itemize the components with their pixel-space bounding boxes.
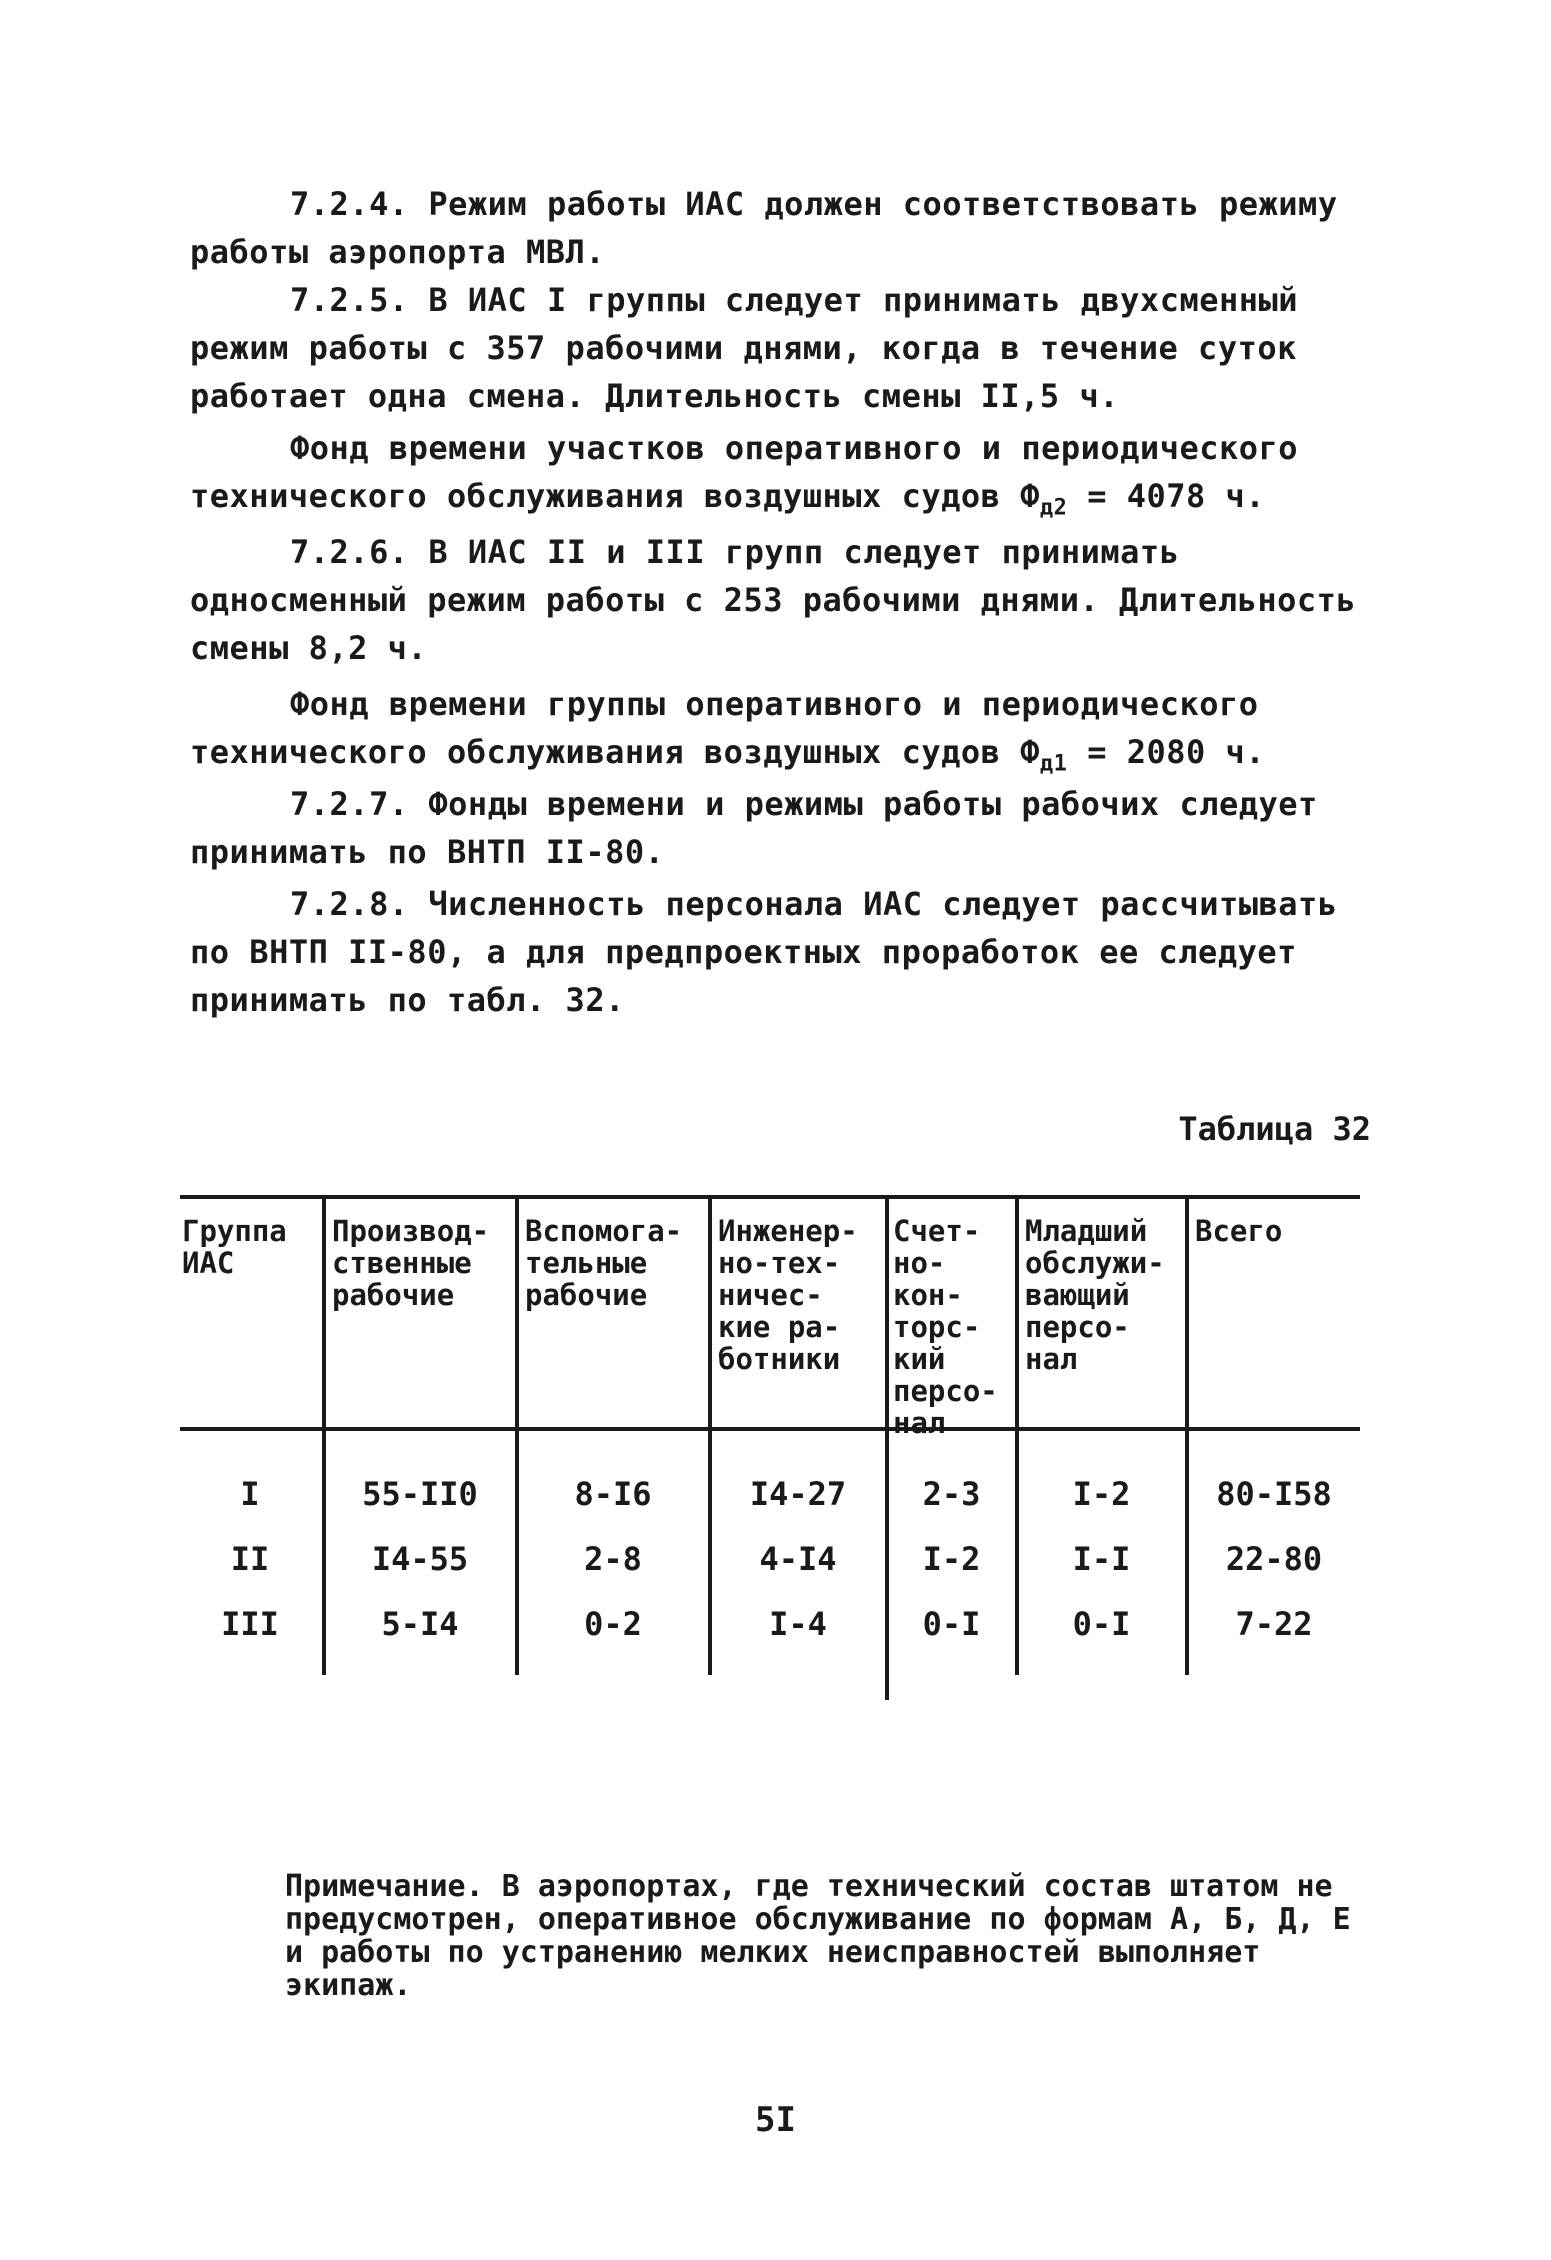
cell-production: 55-II0 (362, 1475, 478, 1513)
cell-auxiliary: 8-I6 (574, 1475, 652, 1513)
table-note: Примечание. В аэропортах, где технический состав штатом не предусмотрен, оперативное обслуживание по формам А, Б, Д, Е и работы по устранению мелких неисправностей выполняет экипаж. (285, 1869, 1351, 2003)
header-production-workers: Производ- ственные рабочие (332, 1214, 490, 1312)
column-divider (322, 1195, 326, 1675)
cell-total: 22-80 (1225, 1540, 1323, 1578)
table-header-rule (180, 1427, 1360, 1431)
header-engineering-staff: Инженер- но-тех- ничес- кие ра- ботники (718, 1214, 858, 1376)
cell-group: III (221, 1605, 279, 1643)
cell-group: II (230, 1540, 270, 1578)
paragraph-fund-time-group (190, 680, 1370, 788)
header-group: Группа ИАС (182, 1214, 287, 1280)
fund-value: = 2080 ч. (1087, 733, 1266, 771)
cell-junior: 0-I (1072, 1605, 1131, 1643)
cell-engineering: I4-27 (749, 1475, 847, 1513)
fund-subscript: д2 (1039, 495, 1068, 521)
cell-production: 5-I4 (381, 1605, 459, 1643)
cell-total: 80-I58 (1216, 1475, 1332, 1513)
cell-engineering: I-4 (769, 1605, 827, 1643)
header-accounting-staff: Счет- но-кон- торс- кий персо- нал (893, 1214, 998, 1440)
header-auxiliary-workers: Вспомога- тельные рабочие (525, 1214, 683, 1312)
fund-value: = 4078 ч. (1087, 477, 1266, 515)
column-divider (1185, 1195, 1189, 1675)
paragraph-7-2-5: 7.2.5. В ИАС I группы следует принимать двухсменный режим работы с 357 рабочими днями, когда в течение суток работает одна смена. Длительность смены II,5 ч. (190, 281, 1299, 415)
column-divider (1015, 1195, 1019, 1675)
cell-junior: I-I (1072, 1540, 1131, 1578)
header-junior-staff: Младший обслужи- вающий персо- нал (1025, 1214, 1165, 1376)
cell-accounting: 0-I (922, 1605, 981, 1643)
cell-accounting: 2-3 (922, 1475, 981, 1513)
table-caption: Таблица 32 (1178, 1110, 1371, 1148)
page-number: 5I (755, 2100, 796, 2140)
paragraph-7-2-7: 7.2.7. Фонды времени и режимы работы рабочих следует принимать по ВНТП II-80. (190, 785, 1318, 871)
fund-text: Фонд времени участков оперативного и периодического технического обслуживания воздушных судов Ф (190, 429, 1299, 515)
table-top-rule (180, 1195, 1360, 1199)
cell-auxiliary: 0-2 (584, 1605, 642, 1643)
cell-group: I (240, 1475, 260, 1513)
cell-accounting: I-2 (922, 1540, 981, 1578)
column-divider (515, 1195, 519, 1675)
paragraph-7-2-8: 7.2.8. Численность персонала ИАС следует рассчитывать по ВНТП II-80, а для предпроектных проработок ее следует принимать по табл. 32. (190, 885, 1338, 1019)
cell-junior: I-2 (1072, 1475, 1131, 1513)
fund-text: Фонд времени группы оперативного и периодического технического обслуживания воздушных судов Ф (190, 685, 1259, 771)
cell-total: 7-22 (1235, 1605, 1313, 1643)
cell-engineering: 4-I4 (759, 1540, 837, 1578)
paragraph-7-2-6: 7.2.6. В ИАС II и III групп следует принимать односменный режим работы с 253 рабочими днями. Длительность смены 8,2 ч. (190, 533, 1357, 667)
paragraph-fund-time-periodic (190, 424, 1370, 532)
staff-table (180, 1195, 1360, 1700)
cell-auxiliary: 2-8 (584, 1540, 642, 1578)
cell-production: I4-55 (371, 1540, 469, 1578)
fund-subscript: д1 (1039, 751, 1068, 777)
column-divider (708, 1195, 712, 1675)
header-total: Всего (1195, 1214, 1283, 1248)
paragraph-7-2-4: 7.2.4. Режим работы ИАС должен соответствовать режиму работы аэропорта МВЛ. (190, 185, 1338, 271)
